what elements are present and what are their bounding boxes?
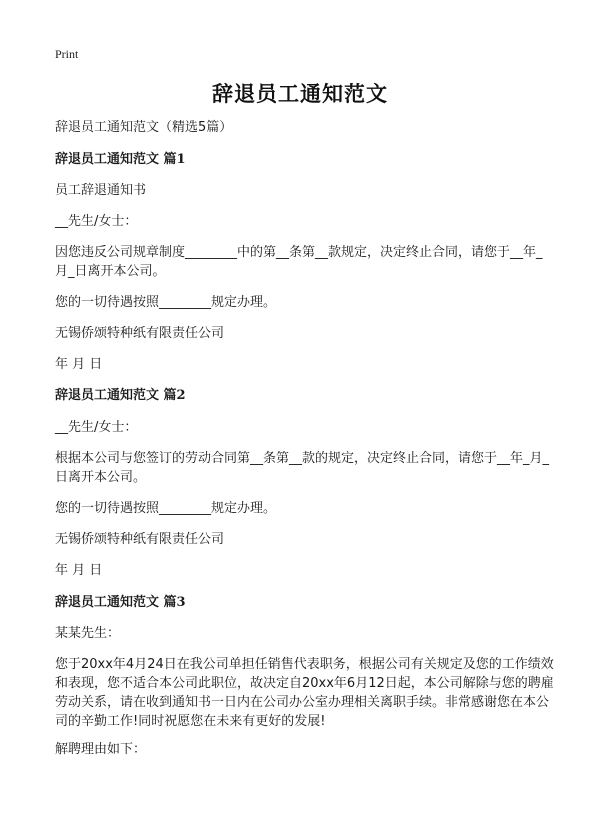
- section-1-line-5: 无锡侨颂特种纸有限责任公司: [55, 326, 225, 341]
- section-2-heading: 辞退员工通知范文 篇2: [55, 388, 186, 403]
- section-1-heading: 辞退员工通知范文 篇1: [55, 152, 186, 167]
- section-2-line-2: 根据本公司与您签订的劳动合同第__条第__款的规定，决定终止合同，请您于__年_月_日离开本公司。: [55, 451, 550, 485]
- print-label: Print: [55, 47, 79, 61]
- section-3-line-1: 某某先生：: [55, 626, 121, 641]
- section-1-line-6: 年 月 日: [55, 357, 103, 372]
- section-2-line-3: 您的一切待遇按照________规定办理。: [55, 501, 277, 516]
- subtitle: 辞退员工通知范文（精选5篇）: [55, 120, 233, 135]
- section-3-line-2: 您于20xx年4月24日在我公司单担任销售代表职务，根据公司有关规定及您的工作绩效和表现，您不适合本公司此职位，故决定自20xx年6月12日起，本公司解除与您的聘雇劳动关系，请在收到通知书一日内在公司办公室办理相关离职手续。非常感谢您在本公司的辛勤工作!同时祝愿您在未来有更好的发展!: [55, 657, 554, 729]
- section-2-line-5: 年 月 日: [55, 563, 103, 578]
- section-1-line-4: 您的一切待遇按照________规定办理。: [55, 295, 277, 310]
- section-1-line-3: 因您违反公司规章制度________中的第__条第__款规定，决定终止合同，请您于__年_月_日离开本公司。: [55, 245, 543, 279]
- section-1-line-2: __先生/女士：: [55, 214, 138, 229]
- section-2-line-1: __先生/女士：: [55, 420, 138, 435]
- section-2-line-4: 无锡侨颂特种纸有限责任公司: [55, 532, 225, 547]
- page-title: 辞退员工通知范文: [212, 82, 388, 106]
- section-3-heading: 辞退员工通知范文 篇3: [55, 595, 186, 610]
- section-3-line-3: 解聘理由如下：: [55, 742, 147, 757]
- section-1-line-1: 员工辞退通知书: [55, 183, 147, 198]
